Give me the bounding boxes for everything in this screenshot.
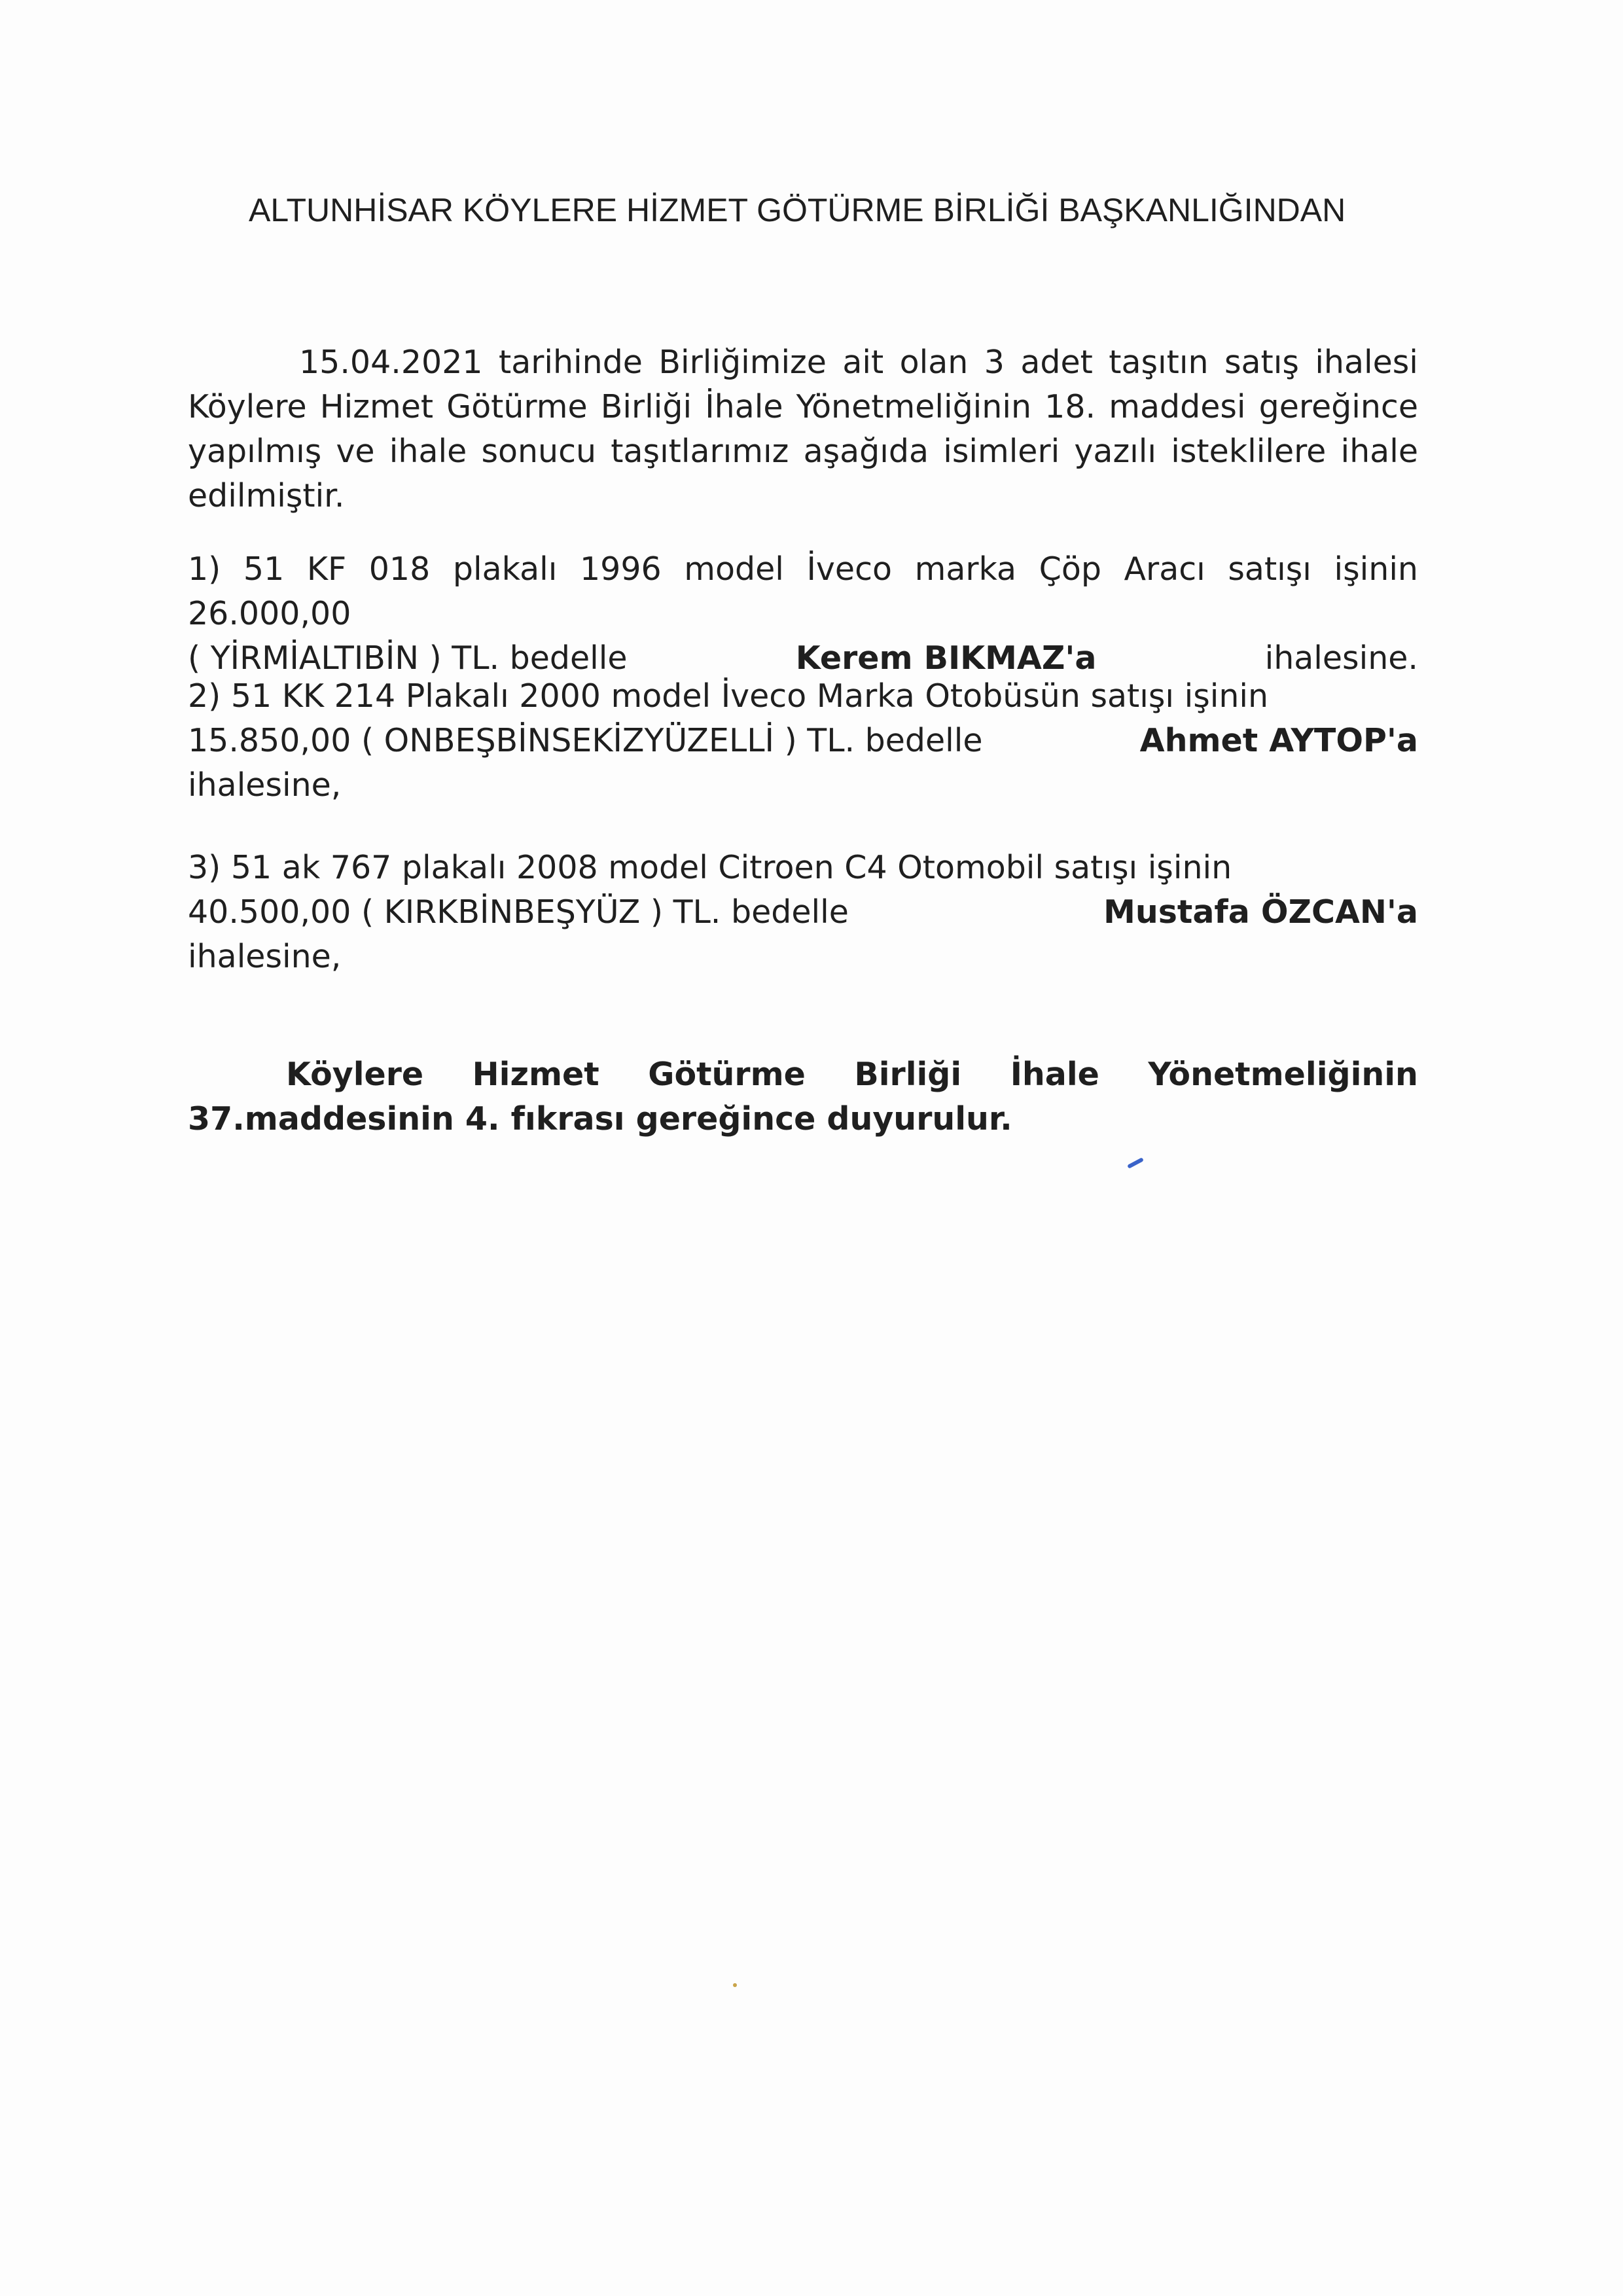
sale-item-3 (188, 846, 1418, 979)
word: ve (336, 433, 375, 470)
word: Birliği (600, 388, 692, 425)
word: maddesi (1109, 388, 1246, 425)
word: aşağıda (803, 433, 929, 470)
word: 15.04.2021 (299, 344, 483, 381)
intro-line-1 (188, 340, 1418, 385)
sale-item-1-suffix: ihalesine. (1264, 639, 1418, 677)
word: gereğince (1258, 388, 1418, 425)
word: Yönetmeliğinin (1148, 1056, 1418, 1093)
word: İhale (1010, 1056, 1099, 1093)
word: Birliği (854, 1056, 962, 1093)
ink-dot (733, 1983, 737, 1987)
word: Hizmet (472, 1056, 599, 1093)
sale-item-3-line-2 (188, 890, 1418, 935)
word: adet (1020, 344, 1093, 381)
word: yazılı (1074, 433, 1157, 470)
word: ihale (1340, 433, 1418, 470)
word: 3 (984, 344, 1005, 381)
word: taşıtın (1109, 344, 1209, 381)
word: isimleri (943, 433, 1060, 470)
sale-item-3-price-text: 40.500,00 ( KIRKBİNBEŞYÜZ ) TL. bedelle (188, 893, 849, 931)
sale-item-2-price-text: 15.850,00 ( ONBEŞBİNSEKİZYÜZELLİ ) TL. bedelle (188, 722, 983, 759)
word: olan (899, 344, 969, 381)
sale-item-2-line-3: ihalesine, (188, 766, 342, 804)
sale-item-3-winner: Mustafa ÖZCAN'a (1103, 893, 1418, 931)
word: Köylere (188, 388, 307, 425)
closing-line-2: 37.maddesinin 4. fıkrası gereğince duyurulur. (188, 1100, 1012, 1138)
sale-item-1 (188, 547, 1418, 681)
word: satış (1224, 344, 1299, 381)
word: taşıtlarımız (611, 433, 789, 470)
word: ihalesi (1315, 344, 1418, 381)
word: İhale (705, 388, 783, 425)
sale-item-1-winner: Kerem BIKMAZ'a (795, 639, 1097, 677)
pen-mark (1127, 1157, 1144, 1169)
sale-item-2 (188, 674, 1418, 808)
sale-item-2-line-1: 2) 51 KK 214 Plakalı 2000 model İveco Marka Otobüsün satışı işinin (188, 677, 1269, 715)
intro-line-2 (188, 385, 1418, 429)
word: ait (842, 344, 884, 381)
word: 18. (1044, 388, 1096, 425)
sale-item-3-line-1: 3) 51 ak 767 plakalı 2008 model Citroen C4 Otomobil satışı işinin (188, 849, 1232, 886)
word: Yönetmeliğinin (796, 388, 1032, 425)
document-heading: ALTUNHİSAR KÖYLERE HİZMET GÖTÜRME BİRLİĞİ BAŞKANLIĞINDAN (249, 192, 1346, 228)
word: ihale (389, 433, 467, 470)
sale-item-3-line-3: ihalesine, (188, 938, 342, 975)
word: isteklilere (1171, 433, 1327, 470)
word: Götürme (446, 388, 588, 425)
closing-paragraph (188, 1052, 1418, 1141)
word: Köylere (286, 1056, 424, 1093)
word: Götürme (648, 1056, 806, 1093)
sale-item-2-line-2 (188, 719, 1418, 763)
sale-item-1-price-text: ( YİRMİALTIBİN ) TL. bedelle (188, 639, 628, 677)
word: yapılmış (188, 433, 322, 470)
word: Hizmet (319, 388, 434, 425)
sale-item-1-line-1: 1) 51 KF 018 plakalı 1996 model İveco marka Çöp Aracı satışı işinin 26.000,00 (188, 550, 1418, 632)
closing-line-1 (188, 1052, 1418, 1097)
sale-item-2-winner: Ahmet AYTOP'a (1139, 722, 1418, 759)
intro-line-3 (188, 429, 1418, 474)
intro-line-4: edilmiştir. (188, 477, 345, 514)
word: sonucu (481, 433, 597, 470)
intro-paragraph (188, 340, 1418, 518)
word: tarihinde (498, 344, 643, 381)
word: Birliğimize (658, 344, 827, 381)
